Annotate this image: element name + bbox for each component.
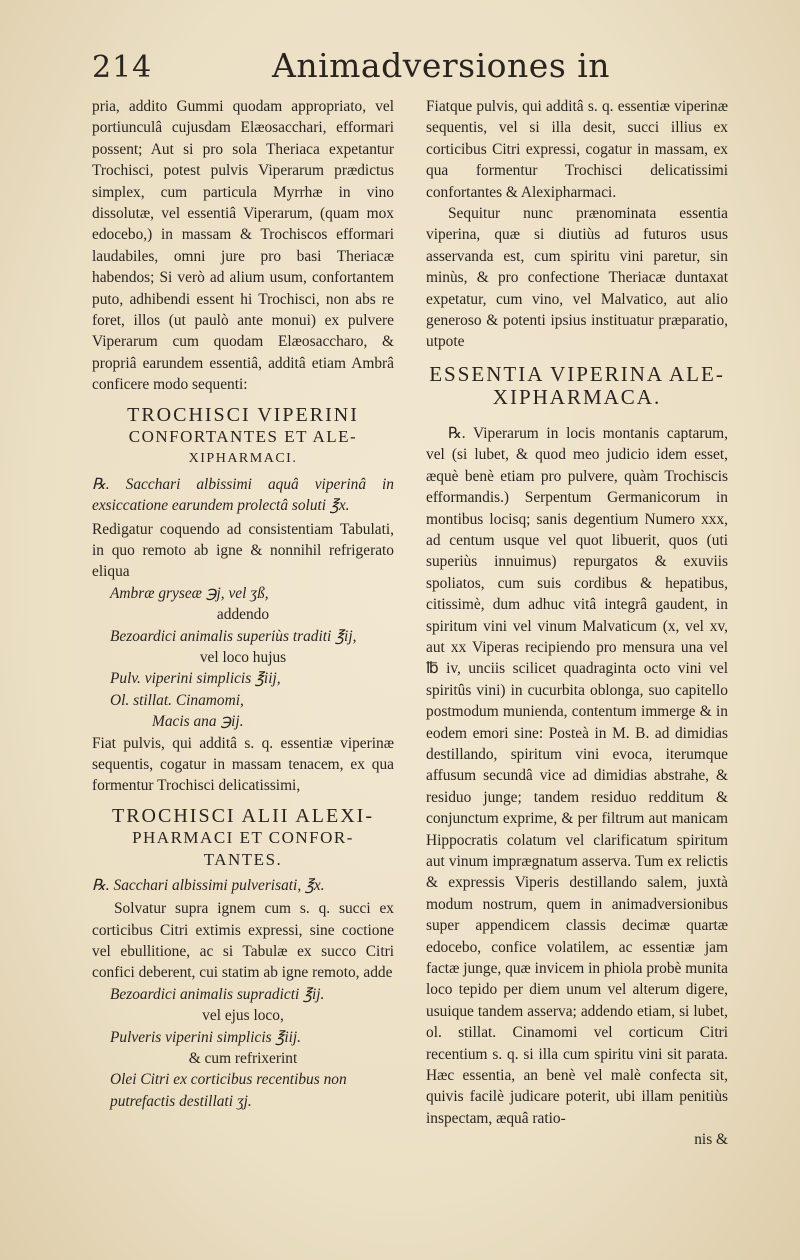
ingredient: Macis ana ℈ij.: [152, 713, 244, 731]
heading-line: PHARMACI ET CONFOR-: [132, 827, 354, 847]
page-number: 214: [92, 50, 153, 85]
ingredient-note: vel loco hujus: [199, 648, 287, 666]
paragraph: Sequitur nunc prænominata essentia viperina, quæ si diutiùs ad futuros usus asservanda est, cum spiritu vini paretur, sin minùs, & pro confectione Theriacæ duntaxat expetatur, cum vino, vel Malvatico, aut alio generoso & potenti ipsius instituatur præparatio, utpote: [426, 205, 728, 351]
paragraph: ℞. Viperarum in locis montanis captarum, vel (si lubet, & quod meo judicio idem esset, æquè benè etiam pro pulvere, quàm Trochiscis efformandis.) Serpentum Germanicorum in montibus locisq; sanis degentium Numero xxx, ad centum usque vel quot libuerit, quos (uti superiùs innuimus) repurgatos & exuviis spoliatos, cum suis cordibus & hepatibus, citissimè, dum adhuc vitâ integrâ gaudent, in spiritum vini vel vinum Malvaticum (x, vel xv, aut xx Viperas recipiendo pro mensura una vel ℔ iv, unciis scilicet quadraginta octo vini vel spiritûs vini) in cucurbita oblonga, suo capitello postmodum munienda, contentum immerge & in eodem emori sine: Posteà in M. B. ad dimidias destillando, spiritum vini evoca, iterumque affusum secundâ vice ad dimidias abstrahe, & residuo junge; tandem residuo redditum & conjunctum exprime, & per filtrum aut manicam Hippocratis colatum vel clarificatum spiritum aut vinum imprægnatum asserva. Tum ex relictis & expressis Viperis destillando salem, juxtà modum nostrum, quem in animadversionibus super appendicem classis decimæ quartæ edocebo, confice volatilem, ac essentiæ jam factæ junge, quæ invicem in phiola probè munita loco tepido per diem unum vel alterum digere, usuique tandem asserva; addendo etiam, si lubet, ol. stillat. Cinamomi vel corticum Citri recentium s. q. si illa cum spiritu vini sit parata. Hæc essentia, an benè vel malè confecta sit, quivis facilè judicare poterit, ubi illam penitiùs inspectam, æquâ ratio-: [426, 424, 728, 1127]
section-heading: [92, 805, 394, 871]
heading-line: XIPHARMACI.: [188, 450, 298, 466]
paragraph: Solvatur supra ignem cum s. q. succi ex corticibus Citri extimis expressi, sine coctione vel ebullitione, ac si Tabulæ ex succo Citri confici deberent, cui statim ab igne remoto, adde: [92, 900, 394, 982]
heading-line: TROCHISCI ALII ALEXI-: [112, 804, 374, 827]
left-column: [92, 96, 394, 1112]
heading-line: XIPHARMACA.: [492, 384, 662, 409]
catchword: nis &: [694, 1131, 728, 1149]
ingredient: Bezoardici animalis supradicti ℥ij.: [110, 985, 325, 1003]
paragraph: Fiatque pulvis, qui additâ s. q. essentiæ viperinæ sequentis, vel si illa desit, succi illius ex corticibus Citri expressi, cogatur in massam, ex qua formentur Trochisci delicatissimi confortantes & Alexipharmaci.: [426, 98, 728, 201]
ingredient: Bezoardici animalis superiùs traditi ℥ij,: [110, 627, 357, 645]
ingredient: Ol. stillat. Cinamomi,: [110, 691, 244, 709]
recipe-line: ℞. Sacchari albissimi pulverisati, ℥x.: [92, 876, 325, 894]
running-title: Animadversiones in: [272, 46, 611, 85]
right-column: [426, 96, 728, 1151]
ingredient-note: & cum refrixerint: [188, 1050, 298, 1068]
page-header: [92, 40, 722, 90]
ingredient: Pulv. viperini simplicis ℥iij,: [110, 670, 281, 688]
paragraph: Fiat pulvis, qui additâ s. q. essentiæ viperinæ sequentis, cogatur in massam tenacem, ex qua formentur Trochisci delicatissimi,: [92, 734, 394, 795]
heading-line: TROCHISCI VIPERINI: [127, 403, 359, 426]
heading-line: ESSENTIA VIPERINA ALE-: [429, 361, 725, 386]
paragraph: pria, addito Gummi quodam appropriato, vel portiunculâ cujusdam Elæosacchari, efformari possent; Aut si pro sola Theriaca expetantur Trochisci, potest pulvis Viperarum prædictus simplex, cum particula Myrrhæ in vino dissolutæ, vel essentiâ Viperarum, (quam mox edocebo,) in massam & Trochiscos efformari laudabiles, omni jure pro basi Theriacæ habendos; Si verò ad alium usum, confortantem puto, adhibendi essent hi Trochisci, non abs re foret, illos (ut paulò ante monui) ex pulvere Viperarum cum quodam Elæosaccharo, & propriâ earundem essentiâ, additâ etiam Ambrâ conficere modo sequenti:: [92, 98, 394, 394]
ingredient: Ambræ gryseæ ℈j, vel ʒß,: [110, 584, 269, 602]
section-heading: [426, 363, 728, 409]
heading-line: CONFORTANTES ET ALE-: [128, 426, 358, 446]
ingredient: Pulveris viperini simplicis ℥iij.: [110, 1028, 301, 1046]
ingredient-note: vel ejus loco,: [202, 1007, 284, 1025]
paragraph: Redigatur coquendo ad consistentiam Tabulati, in quo remoto ab igne & nonnihil refrigerato eliqua: [92, 520, 394, 581]
ingredient-note: addendo: [216, 606, 270, 624]
section-heading: [92, 404, 394, 470]
ingredient: Olei Citri ex corticibus recentibus non putrefactis destillati ʒj.: [110, 1071, 347, 1110]
recipe-line: ℞. Sacchari albissimi aquâ viperinâ in exsiccatione earundem prolectâ soluti ℥x.: [92, 475, 394, 515]
heading-line: TANTES.: [203, 849, 283, 869]
